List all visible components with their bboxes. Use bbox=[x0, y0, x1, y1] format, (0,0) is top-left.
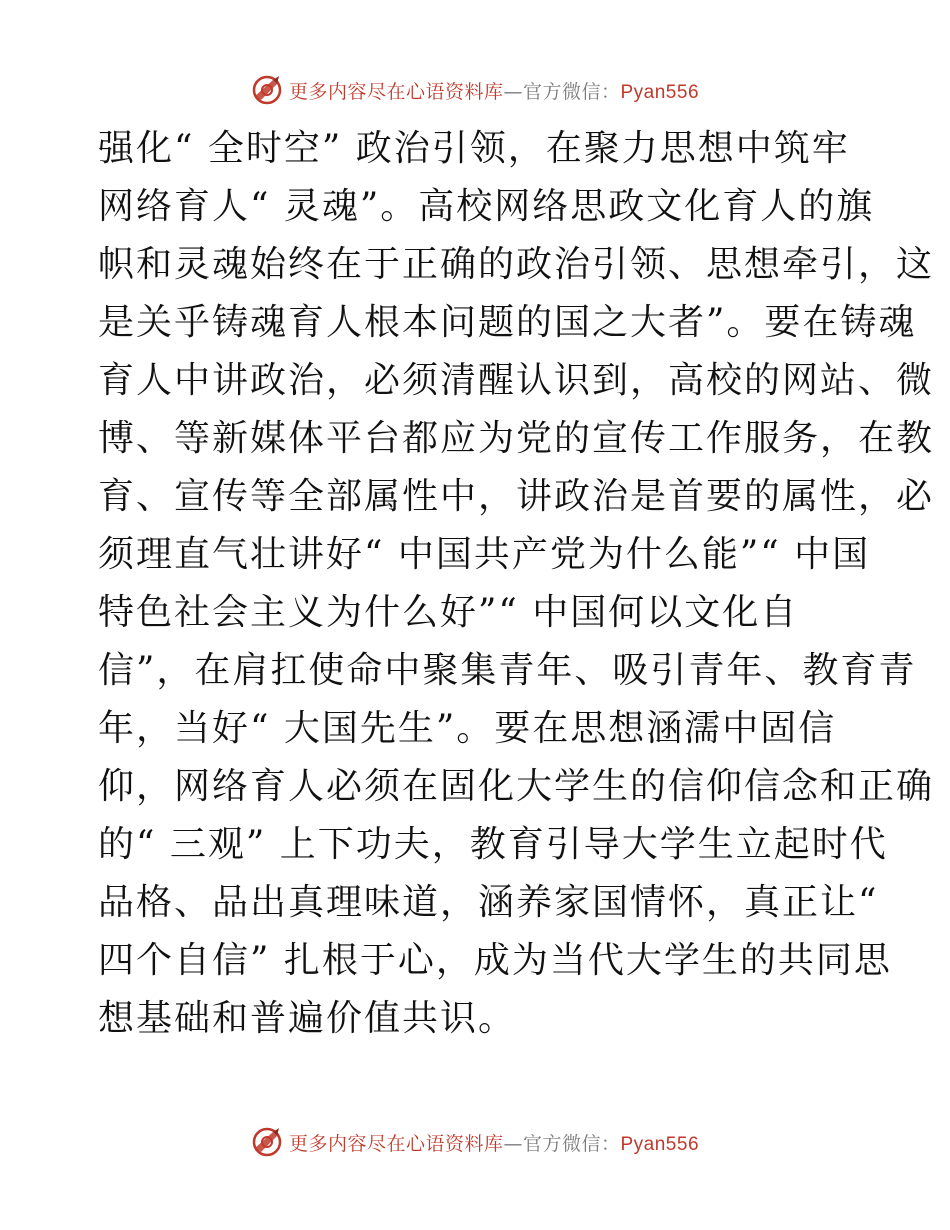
footer-banner-inner bbox=[251, 1126, 699, 1158]
header-banner-text bbox=[289, 77, 699, 104]
brand-logo-icon bbox=[251, 74, 283, 106]
footer-banner-main: 更多内容尽在心语资料库 bbox=[288, 1132, 504, 1155]
body-line: 年，当好“ 大国先生”。要在思想涵濡中固信 bbox=[98, 708, 837, 749]
document-body bbox=[98, 120, 935, 1048]
body-line: 是关乎铸魂育人根本问题的国之大者”。要在铸魂 bbox=[98, 302, 917, 343]
footer-banner-wechat-id: Pyan556 bbox=[620, 1133, 700, 1155]
body-line: 育人中讲政治，必须清醒认识到，高校的网站、微 bbox=[98, 360, 935, 401]
footer-banner-dash: — bbox=[503, 1132, 523, 1155]
header-banner-main: 更多内容尽在心语资料库 bbox=[288, 80, 504, 103]
body-line: 特色社会主义为什么好”“ 中国何以文化自 bbox=[98, 592, 799, 633]
body-line: 的“ 三观” 上下功夫，教育引导大学生立起时代 bbox=[98, 824, 888, 865]
header-banner-inner bbox=[251, 74, 699, 106]
footer-banner-wechat-label: 官方微信： bbox=[522, 1132, 621, 1155]
header-banner-wechat-id: Pyan556 bbox=[620, 81, 700, 103]
body-line: 四个自信” 扎根于心，成为当代大学生的共同思 bbox=[98, 940, 892, 981]
body-line: 信”，在肩扛使命中聚集青年、吸引青年、教育青 bbox=[98, 650, 917, 691]
body-line: 帜和灵魂始终在于正确的政治引领、思想牵引，这 bbox=[98, 244, 935, 285]
body-line: 强化“ 全时空” 政治引领，在聚力思想中筑牢 bbox=[98, 128, 850, 169]
header-banner bbox=[0, 70, 950, 110]
header-banner-wechat-label: 官方微信： bbox=[522, 80, 621, 103]
body-line: 品格、品出真理味道，涵养家国情怀，真正让“ bbox=[98, 882, 879, 923]
body-line: 须理直气壮讲好“ 中国共产党为什么能”“ 中国 bbox=[98, 534, 871, 575]
body-line: 网络育人“ 灵魂”。高校网络思政文化育人的旗 bbox=[98, 186, 875, 227]
body-line: 仰，网络育人必须在固化大学生的信仰信念和正确 bbox=[98, 766, 935, 807]
footer-banner-text bbox=[289, 1129, 699, 1156]
footer-banner bbox=[0, 1122, 950, 1162]
body-line: 想基础和普遍价值共识。 bbox=[98, 998, 517, 1039]
brand-logo-icon bbox=[251, 1126, 283, 1158]
body-line: 博、等新媒体平台都应为党的宣传工作服务，在教 bbox=[98, 418, 935, 459]
body-line: 育、宣传等全部属性中，讲政治是首要的属性，必 bbox=[98, 476, 935, 517]
header-banner-dash: — bbox=[503, 80, 523, 103]
